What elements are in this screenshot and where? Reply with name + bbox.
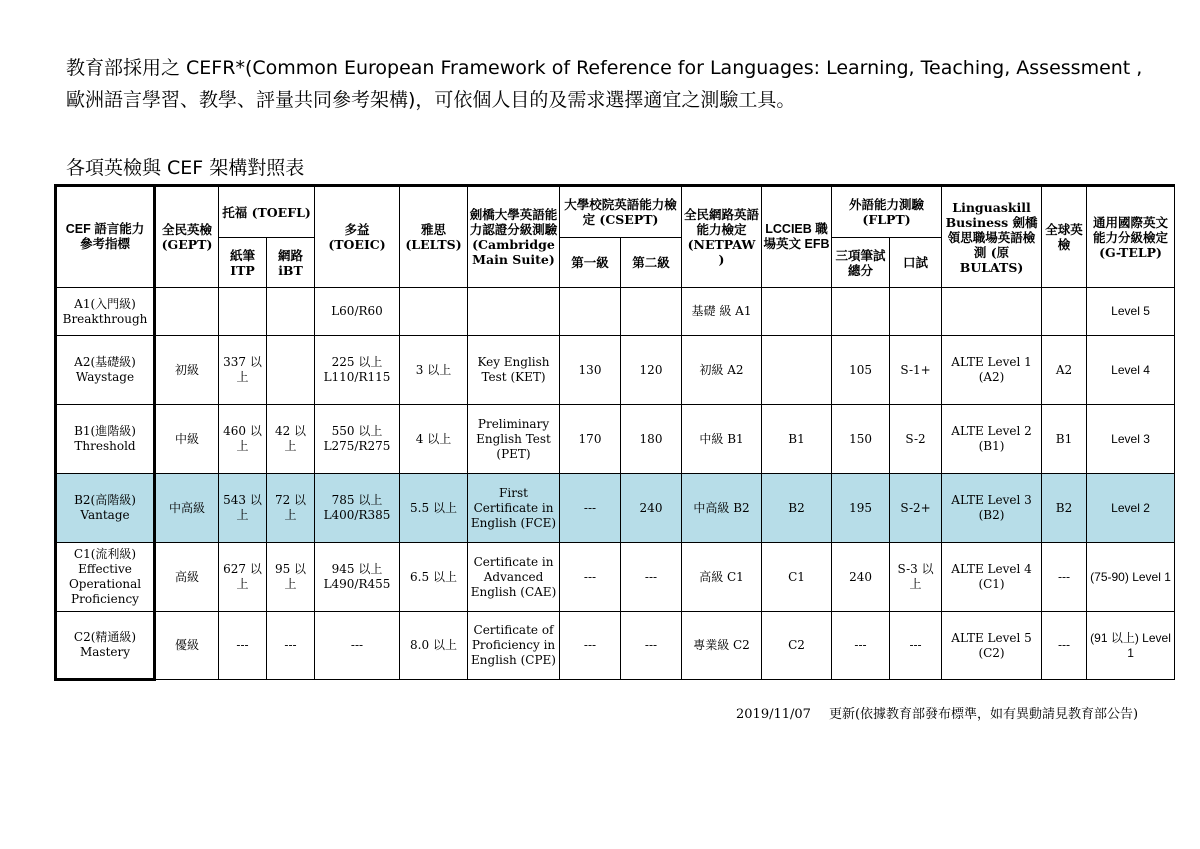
table-row xyxy=(56,612,1175,680)
netpaw-cell: 中高級 B2 xyxy=(682,474,762,543)
lccieb-cell: B2 xyxy=(762,474,832,543)
gept-cell: 優級 xyxy=(155,612,219,680)
csept-1-cell: 130 xyxy=(560,336,621,405)
global-cell: --- xyxy=(1042,612,1087,680)
cambridge-cell: Key English Test (KET) xyxy=(468,336,560,405)
global-cell xyxy=(1042,288,1087,336)
csept-2-cell: --- xyxy=(621,612,682,680)
linguaskill-cell: ALTE Level 3 (B2) xyxy=(942,474,1042,543)
header-flpt: 外語能力測驗 (FLPT) xyxy=(832,186,942,238)
toefl-itp-cell: 627 以上 xyxy=(219,543,267,612)
csept-1-cell xyxy=(560,288,621,336)
lccieb-cell xyxy=(762,288,832,336)
csept-2-cell: 180 xyxy=(621,405,682,474)
header-flpt-oral: 口試 xyxy=(890,238,942,288)
netpaw-cell: 中級 B1 xyxy=(682,405,762,474)
toefl-itp-cell xyxy=(219,288,267,336)
linguaskill-cell: ALTE Level 5 (C2) xyxy=(942,612,1042,680)
header-cambridge: 劍橋大學英語能力認證分級測驗 (Cambridge Main Suite) xyxy=(468,186,560,288)
flpt-oral-cell: S-2+ xyxy=(890,474,942,543)
header-gept: 全民英檢 (GEPT) xyxy=(155,186,219,288)
cambridge-cell xyxy=(468,288,560,336)
toefl-ibt-cell: 42 以 上 xyxy=(267,405,315,474)
ielts-cell xyxy=(400,288,468,336)
table-row xyxy=(56,405,1175,474)
ielts-cell: 5.5 以上 xyxy=(400,474,468,543)
header-toefl: 托福 (TOEFL) xyxy=(219,186,315,238)
cambridge-cell: Preliminary English Test (PET) xyxy=(468,405,560,474)
lccieb-cell: B1 xyxy=(762,405,832,474)
header-netpaw: 全民網路英語能力檢定 (NETPAW ) xyxy=(682,186,762,288)
toefl-ibt-cell: 72 以 上 xyxy=(267,474,315,543)
flpt-written-cell xyxy=(832,288,890,336)
cambridge-cell: Certificate of Proficiency in English (CPE) xyxy=(468,612,560,680)
cef-cell: A2(基礎級) Waystage xyxy=(56,336,155,405)
netpaw-cell: 基礎 級 A1 xyxy=(682,288,762,336)
table-title: 各項英檢與 CEF 架構對照表 xyxy=(66,157,305,179)
header-csept: 大學校院英語能力檢定 (CSEPT) xyxy=(560,186,682,238)
toeic-cell: 225 以上 L110/R115 xyxy=(315,336,400,405)
lccieb-cell xyxy=(762,336,832,405)
intro-paragraph xyxy=(66,52,1146,116)
flpt-oral-cell: S-2 xyxy=(890,405,942,474)
csept-2-cell: --- xyxy=(621,543,682,612)
toefl-itp-cell: 460 以上 xyxy=(219,405,267,474)
toefl-ibt-cell xyxy=(267,288,315,336)
gept-cell: 中高級 xyxy=(155,474,219,543)
flpt-oral-cell: S-1+ xyxy=(890,336,942,405)
toefl-itp-cell: 337 以上 xyxy=(219,336,267,405)
flpt-written-cell: --- xyxy=(832,612,890,680)
ielts-cell: 6.5 以上 xyxy=(400,543,468,612)
gtelp-cell: Level 3 xyxy=(1087,405,1175,474)
ielts-cell: 3 以上 xyxy=(400,336,468,405)
netpaw-cell: 高級 C1 xyxy=(682,543,762,612)
global-cell: A2 xyxy=(1042,336,1087,405)
linguaskill-cell xyxy=(942,288,1042,336)
gtelp-cell: Level 5 xyxy=(1087,288,1175,336)
header-csept-1: 第一級 xyxy=(560,238,621,288)
flpt-written-cell: 105 xyxy=(832,336,890,405)
linguaskill-cell: ALTE Level 1 (A2) xyxy=(942,336,1042,405)
header-csept-2: 第二級 xyxy=(621,238,682,288)
gtelp-cell: (75-90) Level 1 xyxy=(1087,543,1175,612)
cef-cell: C1(流利級) Effective Operational Proficiency xyxy=(56,543,155,612)
table-row xyxy=(56,474,1175,543)
header-toeic: 多益 (TOEIC) xyxy=(315,186,400,288)
netpaw-cell: 專業級 C2 xyxy=(682,612,762,680)
table-row xyxy=(56,543,1175,612)
csept-2-cell: 240 xyxy=(621,474,682,543)
cambridge-cell: Certificate in Advanced English (CAE) xyxy=(468,543,560,612)
cambridge-cell: First Certificate in English (FCE) xyxy=(468,474,560,543)
footer xyxy=(736,703,1138,722)
header-cef: CEF 語言能力 參考指標 xyxy=(56,186,155,288)
lccieb-cell: C1 xyxy=(762,543,832,612)
flpt-oral-cell xyxy=(890,288,942,336)
csept-1-cell: --- xyxy=(560,543,621,612)
gtelp-cell: Level 4 xyxy=(1087,336,1175,405)
table-row xyxy=(56,336,1175,405)
header-flpt-written: 三項筆試總分 xyxy=(832,238,890,288)
csept-1-cell: --- xyxy=(560,612,621,680)
netpaw-cell: 初級 A2 xyxy=(682,336,762,405)
linguaskill-cell: ALTE Level 2 (B1) xyxy=(942,405,1042,474)
intro-line-1: 教育部採用之 CEFR*(Common European Framework of Reference for Languages: Learning, Teaching, Assessment , xyxy=(66,57,1143,79)
toefl-ibt-cell xyxy=(267,336,315,405)
global-cell: B2 xyxy=(1042,474,1087,543)
toeic-cell: 785 以上 L400/R385 xyxy=(315,474,400,543)
linguaskill-cell: ALTE Level 4 (C1) xyxy=(942,543,1042,612)
header-ielts: 雅思 (LELTS) xyxy=(400,186,468,288)
gept-cell: 中級 xyxy=(155,405,219,474)
lccieb-cell: C2 xyxy=(762,612,832,680)
footer-note: 更新(依據教育部發布標準，如有異動請見教育部公告) xyxy=(828,707,1139,722)
ielts-cell: 8.0 以上 xyxy=(400,612,468,680)
cef-cell: A1(入門級) Breakthrough xyxy=(56,288,155,336)
footer-date: 2019/11/07 xyxy=(736,707,811,722)
toefl-ibt-cell: --- xyxy=(267,612,315,680)
flpt-oral-cell: S-3 以 上 xyxy=(890,543,942,612)
cef-comparison-table xyxy=(54,184,1175,681)
header-lccieb: LCCIEB 職場英文 EFB xyxy=(762,186,832,288)
gept-cell: 高級 xyxy=(155,543,219,612)
toeic-cell: L60/R60 xyxy=(315,288,400,336)
header-global: 全球英檢 xyxy=(1042,186,1087,288)
flpt-oral-cell: --- xyxy=(890,612,942,680)
global-cell: B1 xyxy=(1042,405,1087,474)
gtelp-cell: (91 以上) Level 1 xyxy=(1087,612,1175,680)
header-toefl-ibt: 網路 iBT xyxy=(267,238,315,288)
header-toefl-itp: 紙筆 ITP xyxy=(219,238,267,288)
flpt-written-cell: 240 xyxy=(832,543,890,612)
csept-2-cell xyxy=(621,288,682,336)
table-row xyxy=(56,288,1175,336)
gept-cell xyxy=(155,288,219,336)
toeic-cell: 550 以上 L275/R275 xyxy=(315,405,400,474)
toeic-cell: --- xyxy=(315,612,400,680)
toefl-ibt-cell: 95 以 上 xyxy=(267,543,315,612)
toefl-itp-cell: --- xyxy=(219,612,267,680)
flpt-written-cell: 150 xyxy=(832,405,890,474)
header-linguaskill: Linguaskill Business 劍橋領思職場英語檢測 (原 BULATS) xyxy=(942,186,1042,288)
cef-cell: B2(高階級) Vantage xyxy=(56,474,155,543)
csept-1-cell: 170 xyxy=(560,405,621,474)
header-gtelp: 通用國際英文能力分級檢定 (G-TELP) xyxy=(1087,186,1175,288)
ielts-cell: 4 以上 xyxy=(400,405,468,474)
cef-cell: B1(進階級) Threshold xyxy=(56,405,155,474)
table-body xyxy=(56,288,1175,680)
flpt-written-cell: 195 xyxy=(832,474,890,543)
gept-cell: 初級 xyxy=(155,336,219,405)
toeic-cell: 945 以上 L490/R455 xyxy=(315,543,400,612)
global-cell: --- xyxy=(1042,543,1087,612)
cef-cell: C2(精通級) Mastery xyxy=(56,612,155,680)
intro-line-2: 歐洲語言學習、教學、評量共同參考架構)，可依個人目的及需求選擇適宜之測驗工具。 xyxy=(66,89,796,111)
csept-2-cell: 120 xyxy=(621,336,682,405)
toefl-itp-cell: 543 以上 xyxy=(219,474,267,543)
gtelp-cell: Level 2 xyxy=(1087,474,1175,543)
csept-1-cell: --- xyxy=(560,474,621,543)
